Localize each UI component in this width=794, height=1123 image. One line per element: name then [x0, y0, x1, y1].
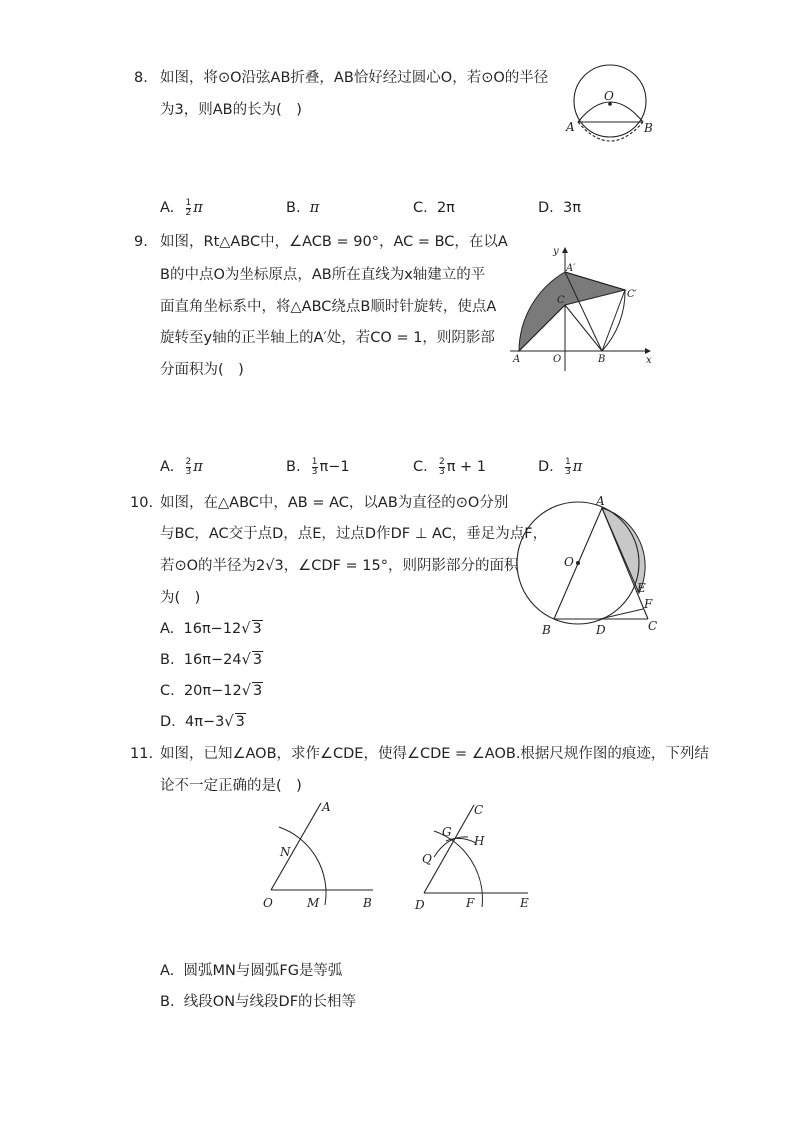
q8-label-O: O — [604, 89, 614, 103]
q11-label-B: B — [363, 896, 372, 910]
q10-option-d[interactable]: D. 4π−3√ 3 — [160, 714, 245, 730]
q11-text-line-1: 如图，已知∠AOB，求作∠CDE，使得∠CDE = ∠AOB.根据尺规作图的痕迹，下列结 — [160, 746, 709, 762]
q11-label-G: G — [442, 825, 452, 839]
q10-option-b[interactable]: B. 16π−24√ 3 — [160, 652, 263, 668]
q9-text-line-4: 旋转至y轴的正半轴上的A′处，若CO = 1，则阴影部 — [160, 330, 495, 346]
q8-option-a[interactable]: A. $\frac{1}{2}$ π — [160, 197, 203, 218]
q10-text-line-2: 与BC，AC交于点D，点E，过点D作DF ⊥ AC，垂足为点F， — [160, 526, 548, 542]
q9-option-c[interactable]: C. $\frac{2}{3}$ π + 1 — [413, 456, 487, 477]
q10-option-a[interactable]: A. 16π−12√ 3 — [160, 621, 262, 637]
q11-text-line-2: 论不一定正确的是( ) — [160, 778, 302, 794]
q10-text-line-1: 如图，在△ABC中，AB = AC，以AB为直径的⊙O分别 — [160, 495, 509, 511]
q9-text-line-1: 如图，Rt△ABC中，∠ACB = 90°，AC = BC，在以A — [160, 234, 508, 250]
q10-text-line-3: 若⊙O的半径为2√3，∠CDF = 15°，则阴影部分的面积 — [160, 558, 519, 574]
q9-option-d[interactable]: D. $\frac{1}{3}$ π — [538, 456, 583, 477]
q9-option-a[interactable]: A. $\frac{2}{3}$ π — [160, 456, 203, 477]
q9-label-C: C — [557, 295, 565, 306]
q10-label-F: F — [644, 597, 653, 611]
q8-label-B: B — [644, 121, 653, 135]
q10-figure — [508, 493, 668, 638]
q9-label-B: B — [598, 354, 606, 365]
q9-number: 9. — [134, 234, 148, 250]
q11-number: 11. — [130, 746, 154, 762]
q11-label-N: N — [280, 845, 291, 859]
q9-figure — [505, 245, 655, 375]
q10-text-line-4: 为( ) — [160, 590, 201, 606]
q8-text-line-2: 为3，则AB的长为( ) — [160, 102, 302, 118]
q11-figure-aob — [255, 795, 390, 915]
q11-figure-cde — [410, 795, 545, 915]
q11-label-H: H — [474, 834, 485, 848]
q11-label-E: E — [520, 896, 529, 910]
q10-number: 10. — [130, 495, 154, 511]
q10-label-C: C — [648, 619, 658, 633]
q9-text-line-5: 分面积为( ) — [160, 362, 244, 378]
q9-text-line-2: B的中点O为坐标原点，AB所在直线为x轴建立的平 — [160, 267, 486, 283]
q8-option-d[interactable]: D. 3π — [538, 200, 581, 216]
q11-label-D: D — [415, 898, 425, 912]
q10-option-c[interactable]: C. 20π−12√ 3 — [160, 683, 263, 699]
q9-label-A: A — [513, 354, 521, 365]
q8-option-b[interactable]: B. π — [286, 200, 320, 216]
q8-number: 8. — [134, 70, 148, 86]
q8-option-c[interactable]: C. 2π — [413, 200, 455, 216]
q11-option-b[interactable]: B. 线段ON与线段DF的长相等 — [160, 994, 357, 1010]
q11-label-Q: Q — [422, 852, 432, 866]
q10-label-A: A — [596, 494, 605, 508]
q9-label-C-prime: C′ — [627, 289, 637, 300]
q9-label-A-prime: A′ — [566, 263, 576, 274]
q8-figure — [560, 62, 670, 147]
q10-label-B: B — [542, 623, 551, 637]
q11-label-M: M — [307, 896, 320, 910]
q11-label-O: O — [263, 896, 273, 910]
q10-label-E: E — [637, 581, 646, 595]
q10-label-O: O — [564, 555, 574, 569]
q9-label-O: O — [553, 354, 562, 365]
q11-label-A: A — [322, 800, 331, 814]
q9-text-line-3: 面直角坐标系中，将△ABC绕点B顺时针旋转，使点A — [160, 299, 497, 315]
q10-label-D: D — [596, 623, 606, 637]
q11-option-a[interactable]: A. 圆弧MN与圆弧FG是等弧 — [160, 963, 343, 979]
q9-option-b[interactable]: B. $\frac{1}{3}$ π−1 — [286, 456, 350, 477]
q11-label-F: F — [466, 896, 475, 910]
q11-label-C: C — [474, 803, 484, 817]
q9-label-y: y — [553, 246, 559, 257]
q9-label-x: x — [646, 355, 652, 366]
q8-text-line-1: 如图，将⊙O沿弦AB折叠，AB恰好经过圆心O，若⊙O的半径 — [160, 70, 549, 86]
q8-label-A: A — [566, 120, 575, 134]
